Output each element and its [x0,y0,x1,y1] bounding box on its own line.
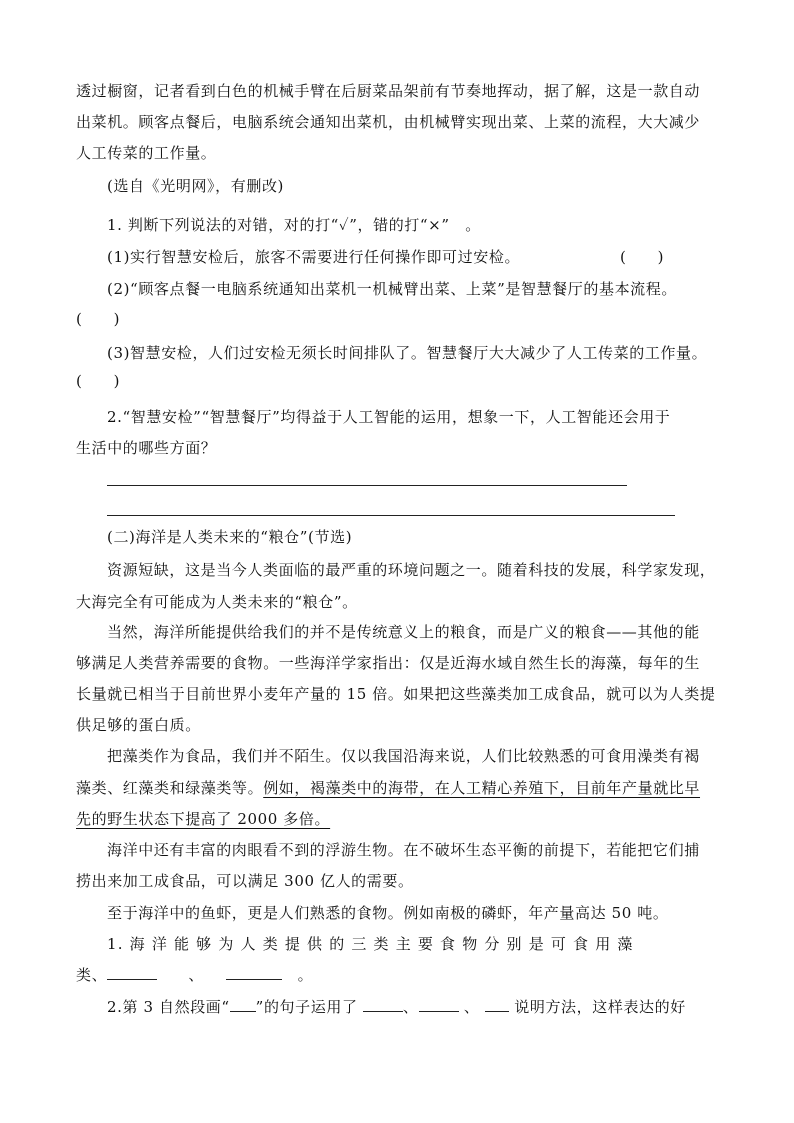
paragraph-line: 大海完全有可能成为人类未来的“粮仓”。 [76,593,358,611]
answer-blank-5[interactable] [485,995,509,1012]
question-text: 说明方法，这样表达的好 [508,998,686,1016]
question-2-line: 生活中的哪些方面？ [76,439,217,457]
answer-line-2[interactable] [107,515,675,516]
paragraph-line: 长量就已相当于目前世界小麦年产量的 15 倍。如果把这些藻类加工成食品，就可以为人类提 [76,685,716,703]
underlined-sentence: 例如，褐藻类中的海带，在人工精心养殖下，目前年产量就比早 [263,779,701,797]
paragraph-line: 资源短缺，这是当今人类面临的最严重的环境问题之一。随着科技的发展，科学家发现， [107,561,716,579]
paragraph-line [76,773,720,805]
paragraph-line: 把藻类作为食品，我们并不陌生。仅以我国沿海来说，人们比较熟悉的可食用澡类有褐 [107,747,700,765]
question-1-blanks [76,960,720,992]
separator: 、 [458,998,485,1016]
answer-blank-3[interactable] [363,995,403,1012]
paragraph-line: 透过橱窗，记者看到白色的机械手臂在后厨菜品架前有节奏地挥动，据了解，这是一款自动 [76,82,701,100]
underline-sample-blank [230,995,256,1012]
paragraph-line: 供足够的蛋白质。 [76,716,201,734]
paragraph-line: 出菜机。顾客点餐后，电脑系统会通知出菜机，由机械臂实现出菜、上菜的流程，大大减少 [76,113,701,131]
answer-blank-1[interactable] [107,963,157,980]
underlined-sentence: 先的野生状态下提高了 2000 多倍。 [76,810,331,828]
answer-blank-2[interactable] [226,963,282,980]
paragraph-line: 人工传菜的工作量。 [76,144,217,162]
separator: 、 [402,998,419,1016]
answer-blank-4[interactable] [419,995,459,1012]
answer-line-1[interactable] [107,485,627,486]
question-text: 2.第 3 自然段画“ [107,998,230,1016]
paragraph-line [76,804,720,836]
question-1-item-2: (2)“顾客点餐一电脑系统通知出菜机一机械臂出菜、上菜”是智慧餐厅的基本流程。 [107,280,677,298]
source-citation: (选自《光明网》，有删改) [107,177,285,195]
paragraph-line: 捞出来加工成食品，可以满足 300 亿人的需要。 [76,872,414,890]
paragraph-line: 够满足人类营养需要的食物。一些海洋学家指出：仅是近海水域自然生长的海藻，每年的生 [76,654,701,672]
question-1-item-1: (1)实行智慧安检后，旅客不需要进行任何操作即可过安检。 [107,248,521,266]
question-text: 类、 [76,966,108,984]
question-2-line [107,992,751,1024]
paragraph-text: 藻类、红藻类和绿藻类等。 [76,779,264,797]
section-title: (二)海洋是人类未来的“粮仓”(节选) [107,528,353,546]
separator: 、 [157,966,205,984]
separator: 。 [282,966,314,984]
answer-paren-3[interactable]: ( ) [76,372,121,390]
question-1-stem: 1. 海 洋 能 够 为 人 类 提 供 的 三 类 主 要 食 物 分 别 是 可 食 用 藻 [107,935,634,953]
paragraph-line: 海洋中还有丰富的肉眼看不到的浮游生物。在不破坏生态平衡的前提下，若能把它们捕 [107,841,700,859]
answer-paren-1[interactable]: ( ) [620,248,665,266]
question-2-line: 2.“智慧安检”“智慧餐厅”均得益于人工智能的运用，想象一下，人工智能还会用于 [107,408,671,426]
question-1-stem: 1. 判断下列说法的对错，对的打“✓”，错的打“×” 。 [107,216,481,234]
question-text: ”的句子运用了 [255,998,363,1016]
answer-paren-2[interactable]: ( ) [76,310,121,328]
question-1-item-3: (3)智慧安检，人们过安检无须长时间排队了。智慧餐厅大大减少了人工传菜的工作量。 [107,344,708,362]
paragraph-line: 至于海洋中的鱼虾，更是人们熟悉的食物。例如南极的磷虾，年产量高达 50 吨。 [107,904,669,922]
paragraph-line: 当然，海洋所能提供给我们的并不是传统意义上的粮食，而是广义的粮食——其他的能 [107,623,700,641]
